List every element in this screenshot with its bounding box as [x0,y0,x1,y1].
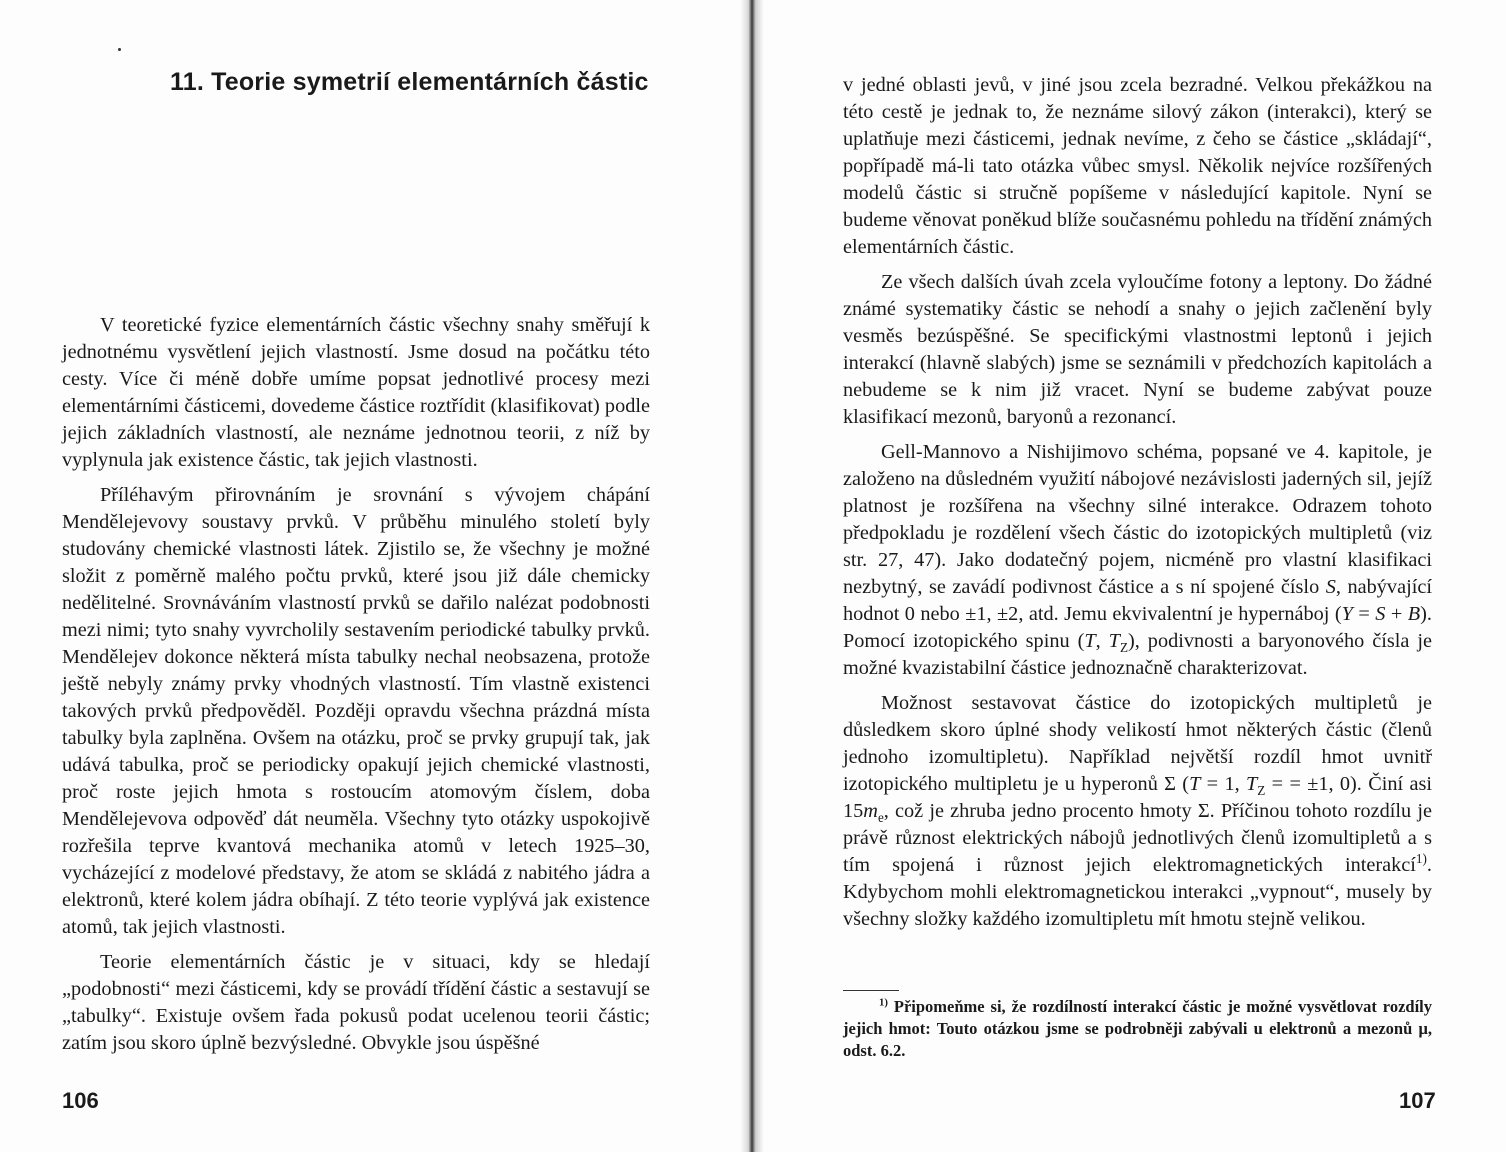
paragraph-gell-mann: Gell-Mannovo a Nishijimovo schéma, popsané ve 4. kapitole, je založeno na důsledném využití nábojové nezávislosti jaderných sil, jejíž platnost je rozšířena na všechny silné interakce. Odrazem tohoto předpokladu je rozdělení všech částic do izotopických multipletů (viz str. 27, 47). Jako dodatečný pojem, nicméně pro vlastní klasifikaci nezbytný, se zavádí podivnost částice a s ní spojené číslo S, nabývající hodnot 0 nebo ±1, ±2, atd. Jemu ekvivalentní je hypernáboj (Y = S + B). Pomocí izotopického spinu (T, $T_Z$), podivnosti a baryonového čísla je možné kvazistabilní částice jednoznačně charakterizovat. [843,441,1433,679]
paragraph-multiplets: Možnost sestavovat částice do izotopických multipletů je důsledkem skoro úplné shody velikostí hmot některých částic (členů jednoho izomultipletu). Například největší rozdíl hmot uvnitř izotopického multipletu je u hyperonů Σ (T = 1, $T_Z$ = = ±1, 0). Činí asi $15m_e$, což je zhruba jedno procento hmoty Σ. Příčinou tohoto rozdílu je právě různost elektrických nábojů jednotlivých členů izomultipletů a s tím spojená i různost jejich elektromagnetických interakcí$^{1)}$. Kdybychom mohli elektromagnetickou interakci „vypnout“, musely by všechny složky každého izomultipletu mít hmotu stejně velikou. [843,692,1432,930]
footnote-reference: 1) [1415,851,1427,867]
right-body-text [843,72,1432,941]
page-number-left: 106 [62,1088,99,1113]
paragraph: Příléhavým přirovnáním je srovnání s vývojem chápání Mendělejevovy soustavy prvků. V průběhu minulého století byly studovány chemické vlastnosti látek. Zjistilo se, že všechny je možné složit z poměrně malého počtu prvků, které jsou již dále chemicky nedělitelné. Srovnáváním vlastností prvků se dařilo nalézat podobnosti mezi nimi; tyto snahy vyvrcholily sestavením periodické tabulky prvků. Mendělejev dokonce některá místa tabulky nechal neobsazena, protože ještě nebyly známy prvky vhodných vlastností. Tím vlastně existenci takových prvků předpověděl. Později opravdu všechna prázdná místa tabulky byla zaplněna. Ovšem na otázku, proč se prvky grupují tak, jak udává tabulka, proč se periodicky opakují jejich chemické vlastnosti, proč roste jejich hmota s rostoucím atomovým číslem, doba Mendělejevova odpověď dát neuměla. Všechny tyto otázky uspokojivě rozřešila teprve kvantová mechanika atomů v letech 1925–30, vycházející z modelové představy, že atom se skládá z nabitého jádra a elektronů, které kolem jádra obíhají. Z této teorie vyplývá jak existence atomů, tak jejich vlastnosti. [62,484,650,938]
chapter-title: 11. Teorie symetrií elementárních částic [170,68,649,96]
paragraph: Teorie elementárních částic je v situaci, kdy se hledají „podobnosti“ mezi částicemi, kdy se provádí třídění částic a sestavují se „tabulky“. Existuje ovšem řada pokusů podat ucelenou teorii částic; zatím jsou skoro úplně bezvýsledné. Obvykle jsou úspěšné [62,951,650,1054]
stray-dot [118,48,121,51]
left-body-text [62,312,650,1065]
page-number-right: 107 [1399,1088,1436,1113]
footnote-rule [843,990,899,991]
footnote: $^{1)}$ Připomeňme si, že rozdílností interakcí částic je možné vysvětlovat rozdíly jejich hmot: Touto otázkou jsme se podrobněji zabývali u elektronů a mezonů μ, odst. 6.2. [843,996,1432,1060]
paragraph: v jedné oblasti jevů, v jiné jsou zcela bezradné. Velkou překážkou na této cestě je jednak to, že neznáme silový zákon (interakci), který se uplatňuje mezi částicemi, jednak nevíme, z čeho se částice „skládají“, popřípadě má-li tato otázka vůbec smysl. Několik nejvíce rozšířených modelů částic si stručně popíšeme v následující kapitole. Nyní se budeme věnovat poněkud blíže současnému pohledu na třídění známých elementárních částic. [843,74,1432,258]
paragraph: Ze všech dalších úvah zcela vyloučíme fotony a leptony. Do žádné známé systematiky částic se nehodí a snahy o jejich začlenění byly vesměs bezúspěšné. Se specifickými vlastnostmi leptonů i jejich interakcí (hlavně slabých) jsme se seznámili v předchozích kapitolách a nebudeme se k nim již vracet. Nyní se budeme zabývat pouze klasifikací mezonů, baryonů a rezonancí. [843,271,1432,428]
paragraph: V teoretické fyzice elementárních částic všechny snahy směřují k jednotnému vysvětlení jejich vlastností. Jsme dosud na počátku této cesty. Více či méně dobře umíme popsat jednotlivé procesy mezi elementárními částicemi, dovedeme částice roztřídit (klasifikovat) podle jejich základních vlastností, ale neznáme jednotnou teorii, z níž by vyplynula jak existence částic, tak jejich vlastnosti. [62,314,650,471]
footnote-marker: 1) [879,996,888,1009]
right-page [758,0,1506,1152]
left-page [0,0,748,1152]
